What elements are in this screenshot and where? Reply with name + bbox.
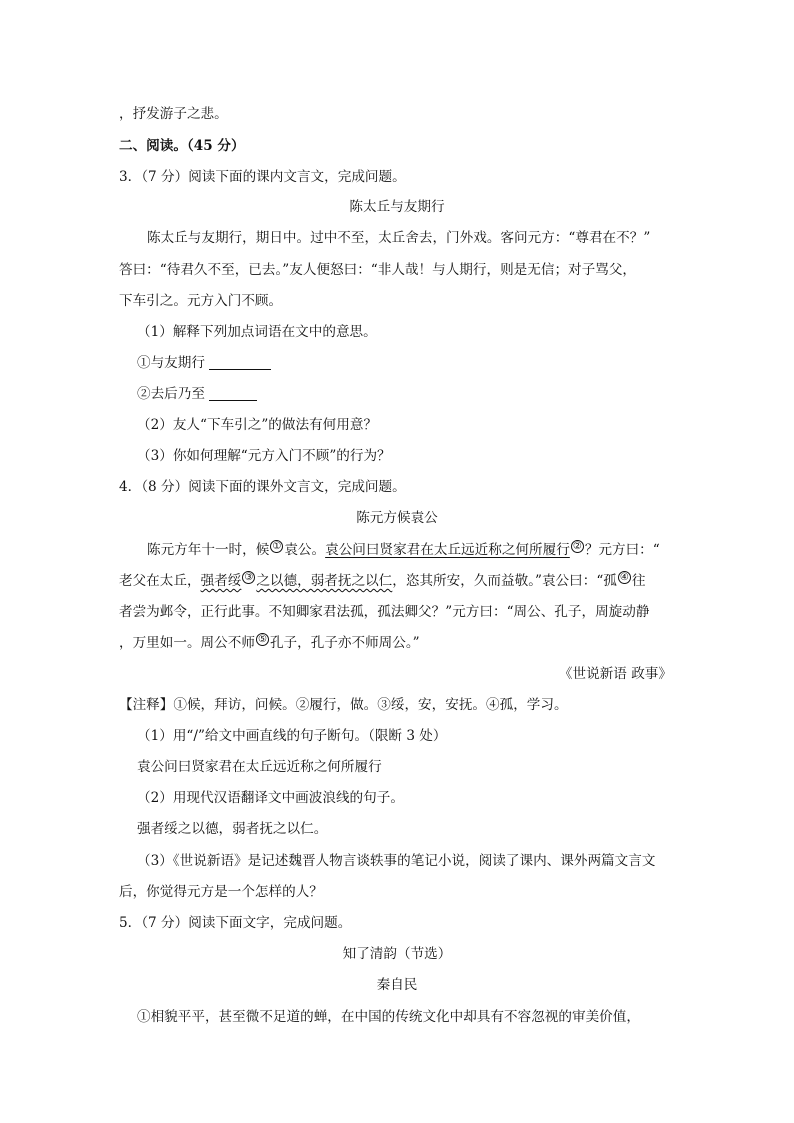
note-marker: ④ — [618, 571, 631, 584]
passage-line — [147, 540, 660, 560]
sub-question: （3）你如何理解“元方入门不顾”的行为？ — [137, 448, 391, 464]
passage-line — [119, 571, 645, 591]
question-4-heading: 4．（8 分）阅读下面的课外文言文，完成问题。 — [119, 479, 406, 495]
underlined-sentence: 袁公问曰贤家君在太丘远近称之何所履行 — [325, 542, 570, 558]
sub-question: （2）用现代汉语翻译文中画波浪线的句子。 — [137, 790, 404, 806]
question-3-heading: 3．（7 分）阅读下面的课内文言文，完成问题。 — [119, 169, 406, 185]
passage-text: 老父在太丘， — [119, 573, 201, 589]
note-marker: ② — [571, 540, 584, 553]
passage-text: ，万里如一。周公不师 — [119, 635, 255, 651]
passage-text: ，恣其所安，久而益敬。”袁公曰：“孤 — [392, 573, 617, 589]
passage-title: 陈太丘与友期行 — [349, 199, 445, 215]
section-heading: 二、阅读。（45 分） — [119, 138, 245, 154]
sub-question: （1）解释下列加点词语在文中的意思。 — [137, 324, 377, 340]
passage-text: ？元方曰：“ — [584, 542, 660, 558]
passage-line: 者尝为邺令，正行此事。不知卿家君法孤，孤法卿父？”元方曰：“周公、孔子，周旋动静 — [119, 604, 650, 620]
passage-line: 答曰：“待君久不至，已去。”友人便怒曰：“非人哉！与人期行，则是无信；对子骂父， — [119, 262, 637, 278]
passage-title: 陈元方候袁公 — [356, 510, 438, 526]
note-marker: ⑤ — [256, 633, 269, 646]
sub-question: （2）友人“下车引之”的做法有何用意？ — [137, 417, 378, 433]
wavy-sentence: 之以德，弱者抚之以仁 — [256, 573, 393, 589]
passage-text: 孔子，孔子亦不师周公。” — [269, 635, 420, 651]
passage-line: 下车引之。元方入门不顾。 — [119, 293, 283, 309]
sub-question-label: ②去后乃至 — [137, 386, 205, 402]
answer-blank[interactable] — [209, 386, 257, 401]
passage-author: 秦自民 — [376, 977, 418, 993]
note-marker: ③ — [242, 571, 255, 584]
passage-line: 陈太丘与友期行，期日中。过中不至，太丘舍去，门外戏。客问元方：“尊君在不？” — [147, 230, 651, 246]
passage-title: 知了清韵（节选） — [342, 946, 452, 962]
sub-question-text: 袁公问曰贤家君在太丘远近称之何所履行 — [137, 759, 382, 775]
question-5-heading: 5．（7 分）阅读下面文字，完成问题。 — [119, 915, 352, 931]
text-line: ，抒发游子之悲。 — [119, 106, 228, 122]
answer-blank[interactable] — [209, 355, 271, 370]
sub-question: 后，你觉得元方是一个怎样的人？ — [119, 884, 323, 900]
passage-text: 陈元方年十一时，候 — [147, 542, 270, 558]
passage-text: 往 — [631, 573, 646, 589]
sub-question: （3）《世说新语》是记述魏晋人物言谈轶事的笔记小说，阅读了课内、课外两篇文言文 — [137, 853, 656, 869]
sub-question: （1）用“/”给文中画直线的句子断句。（限断 3 处） — [137, 728, 447, 744]
sub-question-item — [137, 353, 271, 373]
sub-question-text: 强者绥之以德，弱者抚之以仁。 — [137, 821, 328, 837]
source-citation: 《世说新语 政事》 — [558, 666, 672, 682]
passage-line — [119, 633, 420, 653]
passage-text: 袁公。 — [284, 542, 326, 558]
annotation-notes: 【注释】①候，拜访，问候。②履行，做。③绥，安，安抚。④孤，学习。 — [119, 697, 568, 713]
sub-question-label: ①与友期行 — [137, 355, 205, 371]
passage-line: ①相貌平平，甚至微不足道的蝉，在中国的传统文化中却具有不容忽视的审美价值， — [137, 1009, 640, 1025]
note-marker: ① — [270, 540, 283, 553]
wavy-sentence: 强者绥 — [200, 573, 242, 589]
sub-question-item — [137, 384, 257, 404]
